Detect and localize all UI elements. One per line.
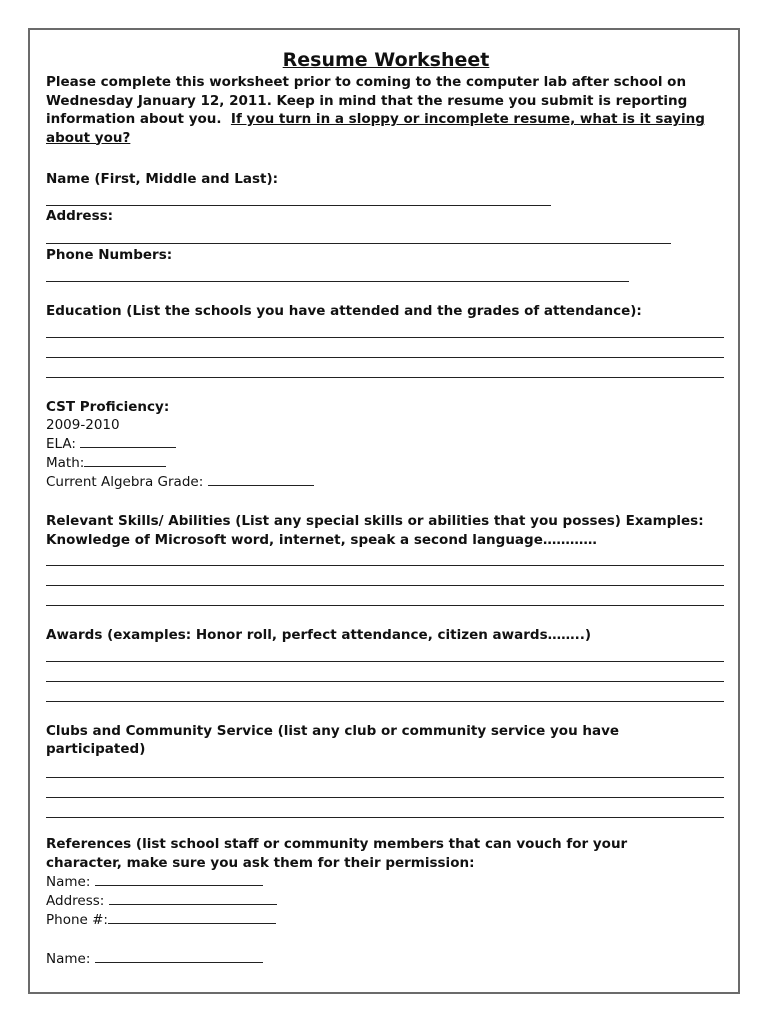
reference-address-blank[interactable]: [109, 893, 277, 905]
references-label-2: character, make sure you ask them for their permission:: [46, 855, 475, 871]
intro-text: Please complete this worksheet prior to coming to the computer lab after school on Wednesday January 12, 2011. Keep in mind that the resume you submit is reporting information about you.: [46, 74, 688, 127]
clubs-line-1[interactable]: [46, 777, 724, 778]
clubs-label-1: Clubs and Community Service (list any club or community service you have: [46, 723, 620, 739]
name-label: Name (First, Middle and Last):: [46, 171, 279, 187]
intro-warning: If you turn in a sloppy or incomplete resume, what is it saying about you?: [46, 111, 705, 146]
worksheet-page: [28, 28, 740, 994]
reference-name-row: [46, 873, 263, 892]
name-line[interactable]: [46, 205, 551, 206]
reference-phone-label: Phone #:: [46, 912, 108, 928]
cst-ela-row: [46, 435, 176, 454]
address-label: Address:: [46, 208, 114, 224]
reference-name2-row: [46, 950, 263, 969]
skills-line-1[interactable]: [46, 565, 724, 566]
math-label: Math:: [46, 455, 85, 471]
skills-line-2[interactable]: [46, 585, 724, 586]
algebra-row: [46, 473, 314, 492]
education-line-1[interactable]: [46, 337, 724, 338]
awards-line-1[interactable]: [46, 661, 724, 662]
reference-address-label: Address:: [46, 893, 105, 909]
skills-line-3[interactable]: [46, 605, 724, 606]
phone-label: Phone Numbers:: [46, 247, 173, 263]
reference-phone-row: [46, 911, 276, 930]
skills-label-1: Relevant Skills/ Abilities (List any special skills or abilities that you posses) Examples:: [46, 513, 704, 529]
clubs-line-2[interactable]: [46, 797, 724, 798]
skills-label-2: Knowledge of Microsoft word, internet, speak a second language…………: [46, 532, 597, 548]
awards-label: Awards (examples: Honor roll, perfect attendance, citizen awards……..): [46, 627, 592, 643]
algebra-label: Current Algebra Grade:: [46, 474, 204, 490]
intro-paragraph: [46, 73, 726, 147]
cst-label: CST Proficiency:: [46, 399, 170, 415]
reference-name-label: Name:: [46, 874, 91, 890]
awards-line-3[interactable]: [46, 701, 724, 702]
phone-line[interactable]: [46, 281, 629, 282]
reference-name2-blank[interactable]: [95, 951, 263, 963]
education-line-2[interactable]: [46, 357, 724, 358]
reference-phone-blank[interactable]: [108, 912, 276, 924]
references-label-1: References (list school staff or community members that can vouch for your: [46, 836, 628, 852]
reference-name-blank[interactable]: [95, 874, 263, 886]
ela-blank[interactable]: [80, 436, 176, 448]
address-line[interactable]: [46, 243, 671, 244]
reference-name2-label: Name:: [46, 951, 91, 967]
clubs-line-3[interactable]: [46, 817, 724, 818]
cst-math-row: [46, 454, 166, 473]
awards-line-2[interactable]: [46, 681, 724, 682]
ela-label: ELA:: [46, 436, 76, 452]
algebra-blank[interactable]: [208, 474, 314, 486]
reference-address-row: [46, 892, 277, 911]
education-line-3[interactable]: [46, 377, 724, 378]
education-label: Education (List the schools you have attended and the grades of attendance):: [46, 303, 642, 319]
clubs-label-2: participated): [46, 741, 146, 757]
math-blank[interactable]: [84, 455, 166, 467]
page-title: Resume Worksheet: [282, 49, 490, 71]
cst-year: 2009-2010: [46, 417, 120, 433]
